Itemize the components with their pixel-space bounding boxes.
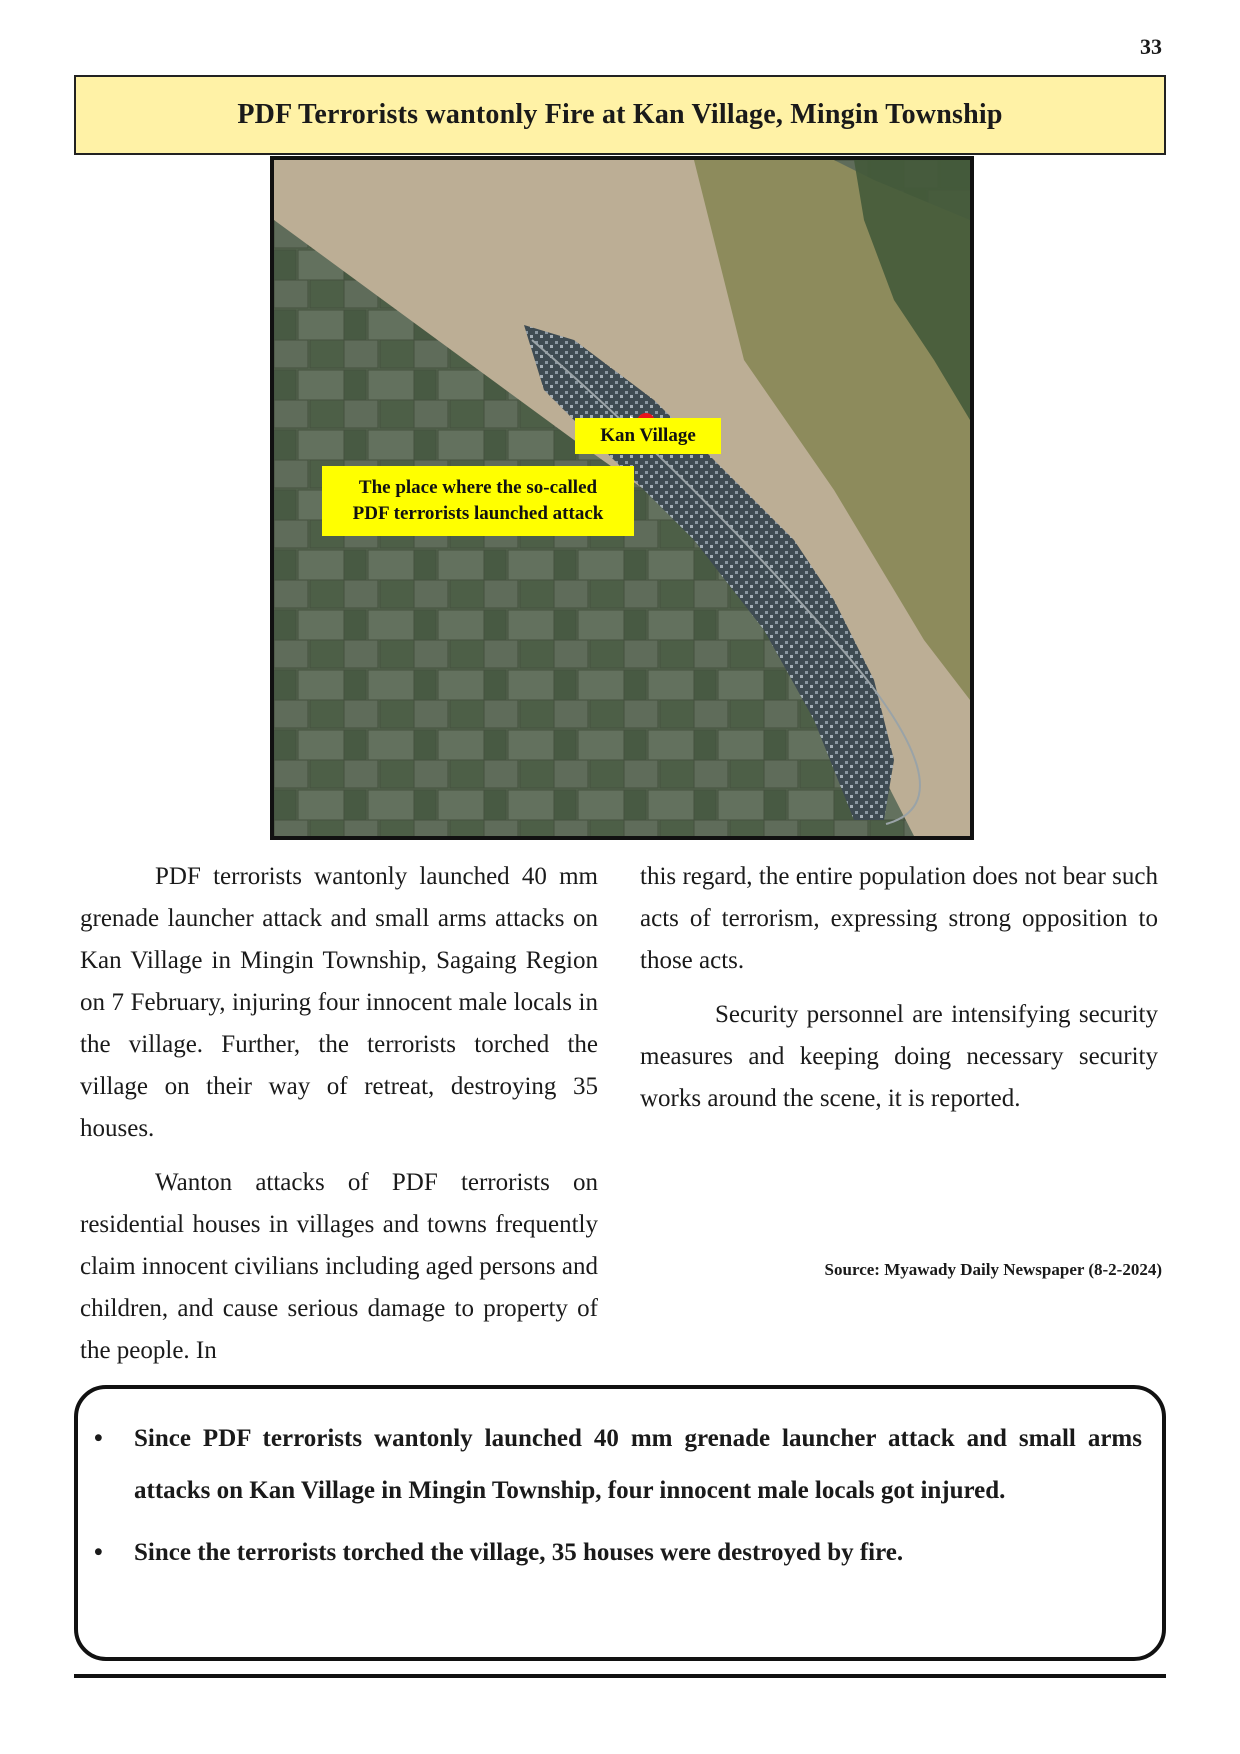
attack-site-label-line2: PDF terrorists launched attack (352, 503, 604, 524)
summary-list (78, 1389, 1162, 1579)
bullet-icon: • (94, 1425, 103, 1452)
left-column (80, 856, 598, 1384)
satellite-map (270, 156, 974, 840)
summary-box (74, 1385, 1166, 1661)
paragraph: Wanton attacks of PDF terrorists on residential houses in villages and towns frequently claim innocent civilians including aged persons and children, and cause serious damage to property of the people. In (80, 1169, 598, 1364)
title-banner (74, 75, 1166, 155)
paragraph: Security personnel are intensifying security measures and keeping doing necessary security works around the scene, it is reported. (640, 1001, 1158, 1112)
page-title: PDF Terrorists wantonly Fire at Kan Village, Mingin Township (237, 99, 1003, 130)
bullet-icon: • (94, 1539, 103, 1566)
right-column (640, 856, 1158, 1132)
paragraph: this regard, the entire population does not bear such acts of terrorism, expressing strong opposition to those acts. (640, 863, 1158, 974)
attack-site-label-line1: The place where the so-called (358, 477, 598, 498)
summary-text: Since the terrorists torched the village, 35 houses were destroyed by fire. (134, 1539, 904, 1566)
attack-site-label (322, 466, 634, 536)
summary-text: Since PDF terrorists wantonly launched 40 mm grenade launcher attack and small arms attacks on Kan Village in Mingin Township, four innocent male locals got injured. (134, 1425, 1142, 1504)
bottom-rule (74, 1674, 1166, 1678)
summary-item (94, 1527, 1142, 1579)
source-credit: Source: Myawady Daily Newspaper (8-2-2024) (824, 1260, 1162, 1279)
summary-item (94, 1413, 1142, 1517)
kan-village-label: Kan Village (575, 418, 721, 454)
page-number: 33 (1140, 34, 1162, 59)
paragraph: PDF terrorists wantonly launched 40 mm grenade launcher attack and small arms attacks on Kan Village in Mingin Township, Sagaing Region on 7 February, injuring four innocent male locals in the village. Further, the terrorists torched the village on their way of retreat, destroying 35 houses. (80, 863, 598, 1142)
